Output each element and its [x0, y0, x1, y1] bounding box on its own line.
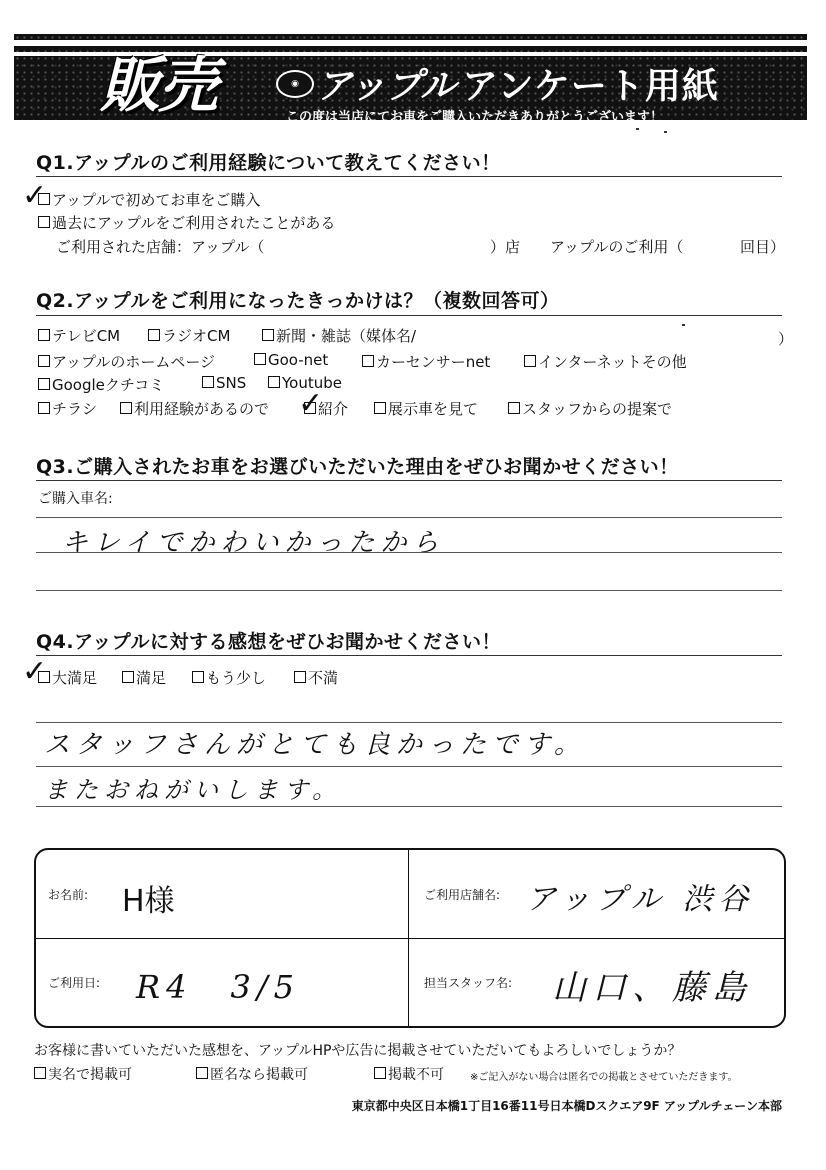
option-label: 紹介 — [318, 400, 349, 418]
option-label: 大満足 — [52, 669, 98, 687]
option-label: もう少し — [206, 669, 267, 687]
answer-line — [36, 766, 782, 767]
checkbox[interactable] — [362, 355, 374, 367]
date-label: ご利用日: — [48, 976, 101, 990]
checkbox[interactable] — [268, 376, 280, 388]
checkbox[interactable] — [38, 402, 50, 414]
checkbox[interactable] — [38, 378, 50, 390]
checkbox[interactable] — [148, 329, 160, 341]
store-value: アップル 渋谷 — [526, 882, 755, 917]
check-mark-icon: ✓ — [22, 654, 48, 689]
check-mark-icon: ✓ — [22, 178, 48, 213]
q2-option-internet[interactable] — [524, 351, 687, 372]
q2-option-newspaper[interactable] — [262, 325, 416, 346]
checkbox[interactable] — [34, 1067, 46, 1079]
q1-count-suffix: 回目） — [740, 238, 786, 256]
banner-kanji: 販売 — [100, 51, 216, 121]
header-banner — [14, 34, 807, 125]
option-label: 新聞・雑誌（媒体名/ — [276, 327, 417, 345]
option-label: 掲載不可 — [388, 1067, 444, 1083]
q2-option-experience[interactable] — [120, 398, 269, 419]
staff-value: 山口、藤島 — [552, 968, 752, 1008]
option-label: Googleクチコミ — [52, 376, 165, 394]
q1-rule — [36, 176, 782, 177]
option-label: 展示車を見て — [388, 400, 479, 418]
q2-option-flyer[interactable] — [38, 398, 97, 419]
checkbox[interactable] — [374, 1067, 386, 1079]
checkbox[interactable] — [524, 355, 536, 367]
option-label: テレビCM — [52, 327, 121, 345]
q3-answer: キレイでかわいかったから — [62, 528, 445, 558]
q1-store-suffix: ）店 — [490, 238, 521, 256]
checkbox[interactable] — [38, 216, 50, 228]
name-value: H様 — [122, 884, 175, 919]
checkbox[interactable] — [38, 329, 50, 341]
answer-line — [36, 722, 782, 723]
option-label: 実名で掲載可 — [48, 1067, 132, 1083]
checkbox[interactable] — [38, 355, 50, 367]
option-label: チラシ — [52, 400, 98, 418]
q2-option-homepage[interactable] — [38, 351, 215, 372]
publish-question: お客様に書いていただいた感想を、アップルHPや広告に掲載させていただいてもよろしいでしょうか？ — [34, 1043, 682, 1059]
customer-info-table — [34, 848, 786, 1028]
option-label: 不満 — [308, 669, 339, 687]
option-label: インターネットその他 — [538, 353, 687, 371]
checkbox[interactable] — [196, 1067, 208, 1079]
q4-option-dissatisfied[interactable] — [294, 667, 338, 688]
option-label: ラジオCM — [162, 327, 231, 345]
option-label: Youtube — [282, 374, 342, 392]
publish-option-real[interactable] — [34, 1064, 132, 1084]
q2-option-sns[interactable] — [202, 374, 246, 392]
q4-title: Q4.アップルに対する感想をぜひお聞かせください！ — [36, 631, 502, 653]
q4-answer-line1: スタッフさんがとても良かったです。 — [44, 730, 586, 760]
option-label: 利用経験があるので — [134, 400, 270, 418]
publish-note: ※ご記入がない場合は匿名での掲載とさせていただきます。 — [470, 1072, 738, 1083]
q2-option-carsensor[interactable] — [362, 351, 490, 372]
scan-speck — [636, 128, 639, 130]
q2-option-showroom[interactable] — [374, 398, 478, 419]
name-label: お名前: — [48, 888, 89, 902]
form-title: アンケート用紙 — [462, 66, 719, 107]
checkbox[interactable] — [508, 402, 520, 414]
staff-label: 担当スタッフ名: — [424, 976, 513, 990]
answer-line — [36, 806, 782, 807]
q2-title: Q2.アップルをご利用になったきっかけは？（複数回答可） — [36, 290, 560, 312]
tagline: この度は当店にてお車をご購入いただきありがとうございます！ — [286, 110, 664, 125]
checkbox[interactable] — [192, 671, 204, 683]
q4-rule — [36, 655, 782, 656]
q1-count-label: アップルのご利用（ — [550, 238, 684, 256]
option-label: 匿名なら掲載可 — [210, 1067, 308, 1083]
option-label: 満足 — [136, 669, 167, 687]
q2-option-staff[interactable] — [508, 398, 672, 419]
answer-line — [36, 590, 782, 591]
table-divider — [36, 938, 784, 939]
checkbox[interactable] — [254, 353, 266, 365]
q2-option-google[interactable] — [38, 374, 164, 395]
q1-title: Q1.アップルのご利用経験について教えてください！ — [36, 152, 501, 174]
q2-paren-close: ） — [778, 330, 794, 348]
answer-line — [36, 552, 782, 553]
q1-option-past[interactable] — [38, 212, 335, 233]
checkbox[interactable] — [294, 671, 306, 683]
q2-option-tv[interactable] — [38, 325, 120, 346]
checkbox[interactable] — [122, 671, 134, 683]
q2-option-goonet[interactable] — [254, 351, 328, 369]
q2-rule — [36, 315, 782, 316]
q1-option-first[interactable] — [38, 189, 260, 210]
option-label: SNS — [216, 374, 247, 392]
option-label: Goo-net — [268, 351, 329, 369]
publish-option-anon[interactable] — [196, 1064, 308, 1084]
brand-logo: アップル — [316, 65, 457, 107]
option-label: カーセンサーnet — [376, 353, 491, 371]
q3-title: Q3.ご購入されたお車をお選びいただいた理由をぜひお聞かせください！ — [36, 456, 679, 478]
answer-line — [36, 517, 782, 518]
apple-logo-icon: ◉ — [276, 70, 314, 98]
q1-store-label: ご利用された店舗：アップル（ — [56, 238, 265, 256]
check-mark-icon: ✓ — [298, 386, 324, 421]
q3-rule — [36, 480, 782, 481]
option-label: アップルで初めてお車をご購入 — [52, 191, 261, 209]
q4-option-so-so[interactable] — [192, 667, 266, 688]
publish-option-no[interactable] — [374, 1064, 444, 1084]
scan-speck — [664, 131, 667, 133]
q3-car-label: ご購入車名: — [38, 491, 113, 507]
checkbox[interactable] — [120, 402, 132, 414]
company-address: 東京都中央区日本橋1丁目16番11号日本橋Dスクエア9F アップルチェーン本部 — [351, 1099, 782, 1113]
q4-option-satisfied[interactable] — [122, 667, 166, 688]
option-label: 過去にアップルをご利用されたことがある — [52, 214, 336, 232]
option-label: スタッフからの提案で — [522, 400, 673, 418]
checkbox[interactable] — [202, 376, 214, 388]
checkbox[interactable] — [262, 329, 274, 341]
option-label: アップルのホームページ — [52, 353, 216, 371]
q2-option-radio[interactable] — [148, 325, 230, 346]
date-value: R4 3/5 — [136, 968, 300, 1006]
q4-answer-line2: またおねがいします。 — [44, 776, 343, 804]
scan-speck — [682, 324, 685, 326]
checkbox[interactable] — [374, 402, 386, 414]
store-label: ご利用店舗名: — [424, 888, 501, 902]
